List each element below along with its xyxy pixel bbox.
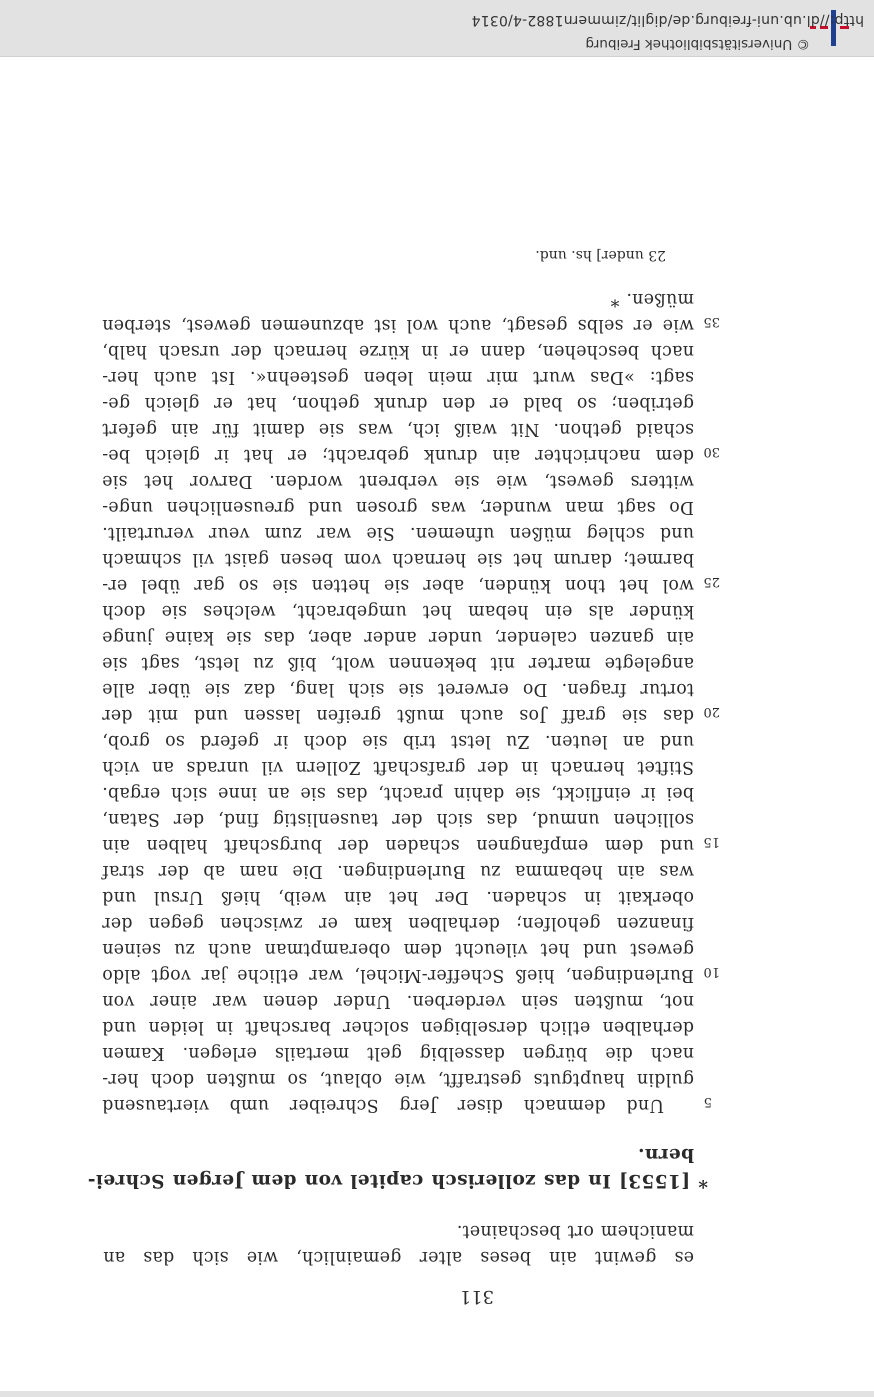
body-line: wie er selbs gesagt, auch wol ist abzunemen gewest, sterben xyxy=(102,315,694,335)
body-line: was ain hebamma zu Burlendingen. Die nam ab der straf xyxy=(102,861,694,881)
body-line: wol het thon künden, aber sie hetten sie so gar übel er- xyxy=(102,575,694,595)
body-line: dem nachrichter ain drunk gebracht; er hat ir gleich be- xyxy=(102,445,694,465)
body-line: sollichen unmud, das sich der tausenlistig find, der Satan, xyxy=(102,809,694,829)
chapter-heading-line-2: bern. xyxy=(637,1144,694,1165)
line-number-25: 25 xyxy=(703,574,720,589)
footnote: 23 under] hs. und. xyxy=(535,247,666,263)
body-line: finanzen geholfen; derhalben kam er zwischen gegen der xyxy=(102,913,694,933)
body-line: nach beschehen, dann er in kürze hernach der ursach halb, xyxy=(102,341,694,361)
chapter-heading-line-1: * [1553] In das zollerisch capitel von dem Jergen Schrei- xyxy=(87,1170,708,1191)
body-line: und schleg müßen ufnemen. Sie war zum veur verurtailt. xyxy=(102,523,694,543)
body-line: tortur fragen. Do erweret sie sich lang, daz sie über alle xyxy=(102,679,694,699)
line-number-5: 5 xyxy=(703,1094,712,1109)
body-line: bei ir einflickt, sie dahin pracht, das sie an inne sich ergab. xyxy=(102,783,694,803)
body-line: müßen. * xyxy=(610,289,694,309)
body-line: barmet; darum het sie hernach vom besen gaist vil schmach xyxy=(102,549,694,569)
body-line: und dem empfangnen schaden der burgschaft halben ain xyxy=(102,835,694,855)
library-banner xyxy=(0,0,874,57)
body-line: getriben; so bald er den drunk gethon, hat er gleich ge- xyxy=(102,393,694,413)
page-number: 311 xyxy=(459,1286,494,1307)
body-line: künder als ein hebam het umgebracht, welches sie doch xyxy=(102,601,694,621)
body-line: ain ganzen calender, under ander aber, das sie kaine junge xyxy=(102,627,694,647)
intro-line-1: es gewint ain beses alter gemainlich, wie sich das an xyxy=(103,1247,694,1267)
body-line: oberkait in schaden. Der het ain weib, hieß Ursul und xyxy=(102,887,694,907)
body-line: schaid gethon. Nit waiß ich, was sie damit für ain gefert xyxy=(102,419,694,439)
banner-copyright: © Universitätsbibliothek Freiburg xyxy=(585,36,810,52)
body-line: angelegte marter nit bekennen wolt, biß zu letst, sagt sie xyxy=(102,653,694,673)
body-line: sagt: »Das wurt mir mein leben gesteehn«. Ist auch her- xyxy=(102,367,694,387)
line-number-10: 10 xyxy=(703,964,720,979)
body-line: gewest und het vileucht dem oberamptman auch zu seinen xyxy=(102,939,694,959)
body-line: Do sagt man wunder, was grosen und greusenlichen unge- xyxy=(102,497,694,517)
body-line: not, mußten sein verderben. Under denen war ainer von xyxy=(102,991,694,1011)
body-line: derhalben etlich derselbigen solcher barschaft in leiden und xyxy=(102,1017,694,1037)
line-number-20: 20 xyxy=(703,704,720,719)
body-line: Und demnach diser Jerg Schreiber umb viertausend xyxy=(102,1095,664,1115)
body-line: Burlendingen, hieß Scheffer-Michel, war etliche jar vogt aldo xyxy=(102,965,694,985)
line-number-30: 30 xyxy=(703,444,720,459)
page-edge-strip xyxy=(0,1391,874,1397)
body-line: das sie graff Jos auch mußt greifen lassen und mit der xyxy=(102,705,694,725)
line-number-15: 15 xyxy=(703,834,720,849)
body-line: Stiftet hernach in der grafschaft Zollern vil unrads an vich xyxy=(102,757,694,777)
intro-line-2: manichem ort beschainet. xyxy=(456,1221,694,1241)
body-line: guldin hauptguts gestrafft, wie oblaut, so mußten doch her- xyxy=(102,1069,694,1089)
body-line: und an leuten. Zu letst trib sie doch ir geferd so grob, xyxy=(102,731,694,751)
banner-url-link[interactable]: http://dl.ub.uni-freiburg.de/diglit/zimmern1882-4/0314 xyxy=(471,12,864,28)
body-line: witters gewest, wie sie verbrent worden. Darvor het sie xyxy=(102,471,694,491)
body-line: nach die bürgen dasselbig gelt mertails erlegen. Kamen xyxy=(102,1043,694,1063)
line-number-35: 35 xyxy=(703,314,720,329)
